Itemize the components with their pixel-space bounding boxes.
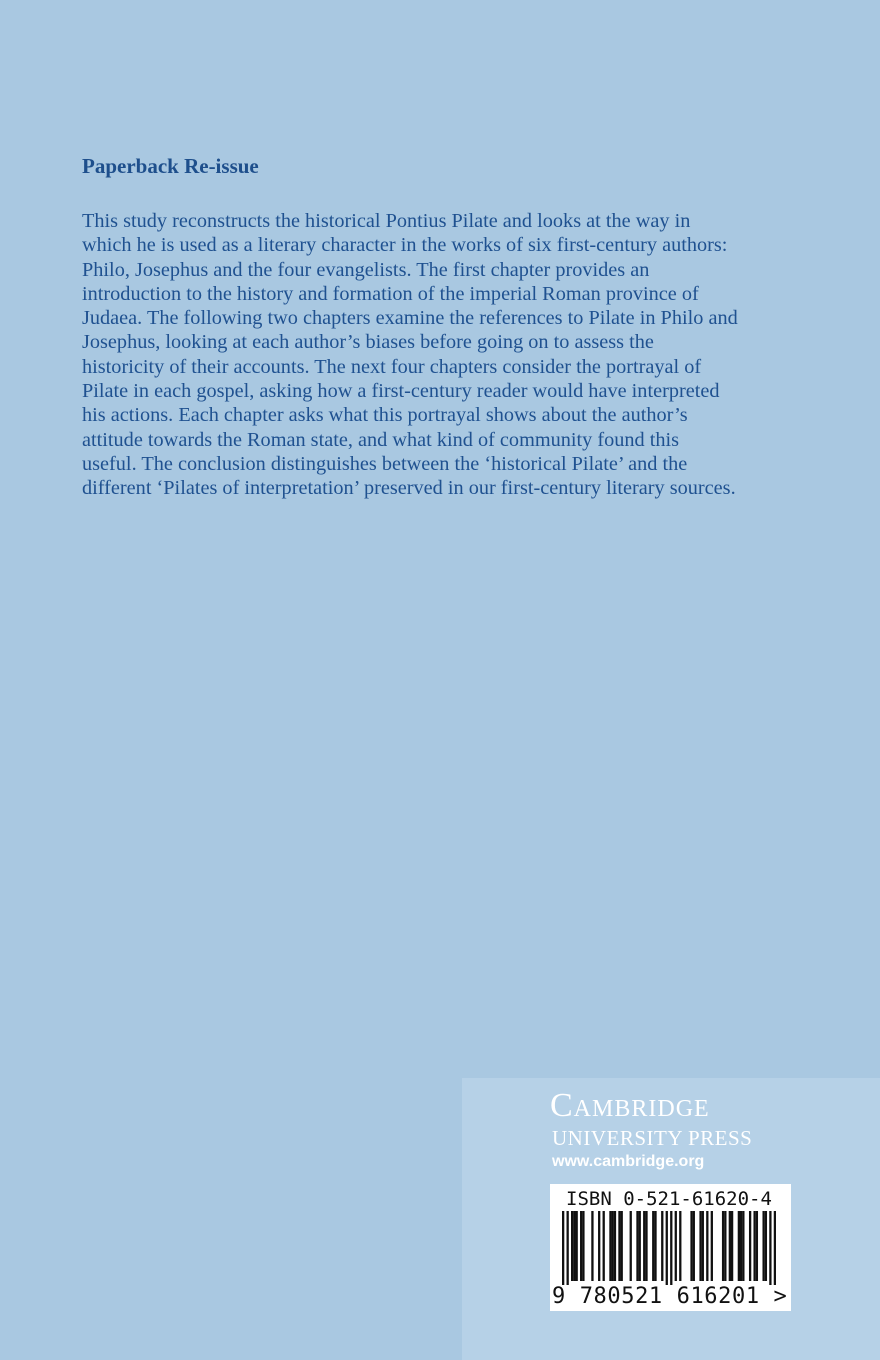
barcode-bar (753, 1211, 755, 1281)
barcode-bar (573, 1211, 575, 1281)
barcode-bar (618, 1211, 620, 1281)
barcode-bar (654, 1211, 656, 1281)
barcode-bar (702, 1211, 704, 1281)
blurb-line: his actions. Each chapter asks what this portrayal shows about the author’s (82, 404, 688, 427)
barcode-bar (582, 1211, 584, 1281)
barcode-bar (580, 1211, 582, 1281)
blurb-line: This study reconstructs the historical Pontius Pilate and looks at the way in (82, 210, 691, 232)
barcode-bar (699, 1211, 701, 1281)
blurb-text (82, 209, 812, 501)
barcode-bar (643, 1211, 645, 1281)
barcode-bar (591, 1211, 593, 1281)
barcode-bar (614, 1211, 616, 1281)
blurb-line: historicity of their accounts. The next four chapters consider the portrayal of (82, 355, 702, 378)
barcode-bar (693, 1211, 695, 1281)
blurb-line: Josephus, looking at each author’s biases before going on to assess the (82, 331, 654, 354)
publisher-subtitle: UNIVERSITY PRESS (552, 1126, 753, 1150)
blurb-line: introduction to the history and formation of the imperial Roman province of (82, 282, 699, 305)
barcode-bar (598, 1211, 600, 1281)
barcode-bar (567, 1211, 569, 1285)
barcode-bar (706, 1211, 708, 1281)
barcode-bar (724, 1211, 726, 1281)
barcode-bar (609, 1211, 611, 1281)
barcode-bar (571, 1211, 573, 1281)
ean-digits: 9 780521 616201 > (552, 1284, 788, 1309)
publisher-url: www.cambridge.org (552, 1153, 705, 1170)
isbn-text: ISBN 0-521-61620-4 (566, 1188, 772, 1210)
barcode-bar (774, 1211, 776, 1285)
publisher-logo: Cambridge (550, 1087, 710, 1124)
barcode-bar (603, 1211, 605, 1281)
barcode-bar (740, 1211, 742, 1281)
barcode-bar (645, 1211, 647, 1281)
barcode-image (562, 1211, 776, 1285)
barcode-bar (562, 1211, 564, 1285)
barcode-bar (690, 1211, 692, 1281)
blurb-line: Judaea. The following two chapters examine the references to Pilate in Philo and (82, 307, 738, 330)
blurb-line: attitude towards the Roman state, and what kind of community found this (82, 428, 680, 451)
barcode-bar (621, 1211, 623, 1281)
barcode-label (550, 1184, 791, 1311)
blurb-line: Pilate in each gospel, asking how a first-century reader would have interpreted (82, 380, 720, 403)
barcode-bar (670, 1211, 672, 1285)
barcode-bar (612, 1211, 614, 1281)
barcode-bar (762, 1211, 764, 1281)
barcode-bar (769, 1211, 771, 1285)
blurb-line: Philo, Josephus and the four evangelists. The first chapter provides an (82, 258, 650, 281)
barcode-bar (738, 1211, 740, 1281)
barcode-bar (675, 1211, 677, 1281)
cover-heading: Paperback Re-issue (82, 154, 259, 178)
barcode-bar (661, 1211, 663, 1281)
barcode-bar (679, 1211, 681, 1281)
blurb-line: which he is used as a literary character in the works of six first-century authors: (82, 234, 728, 257)
barcode-bar (742, 1211, 744, 1281)
barcode-bar (729, 1211, 731, 1281)
barcode-bar (666, 1211, 668, 1285)
barcode-bar (630, 1211, 632, 1281)
barcode-bar (576, 1211, 578, 1281)
barcode-bar (711, 1211, 713, 1281)
barcode-bar (722, 1211, 724, 1281)
barcode-bar (749, 1211, 751, 1281)
barcode-bar (756, 1211, 758, 1281)
barcode-bar (765, 1211, 767, 1281)
barcode-bar (652, 1211, 654, 1281)
blurb-line: useful. The conclusion distinguishes between the ‘historical Pilate’ and the (82, 452, 688, 475)
blurb-line: different ‘Pilates of interpretation’ preserved in our first-century literary sources. (82, 477, 736, 500)
barcode-bar (731, 1211, 733, 1281)
barcode-bar (639, 1211, 641, 1281)
barcode-bar (636, 1211, 638, 1281)
